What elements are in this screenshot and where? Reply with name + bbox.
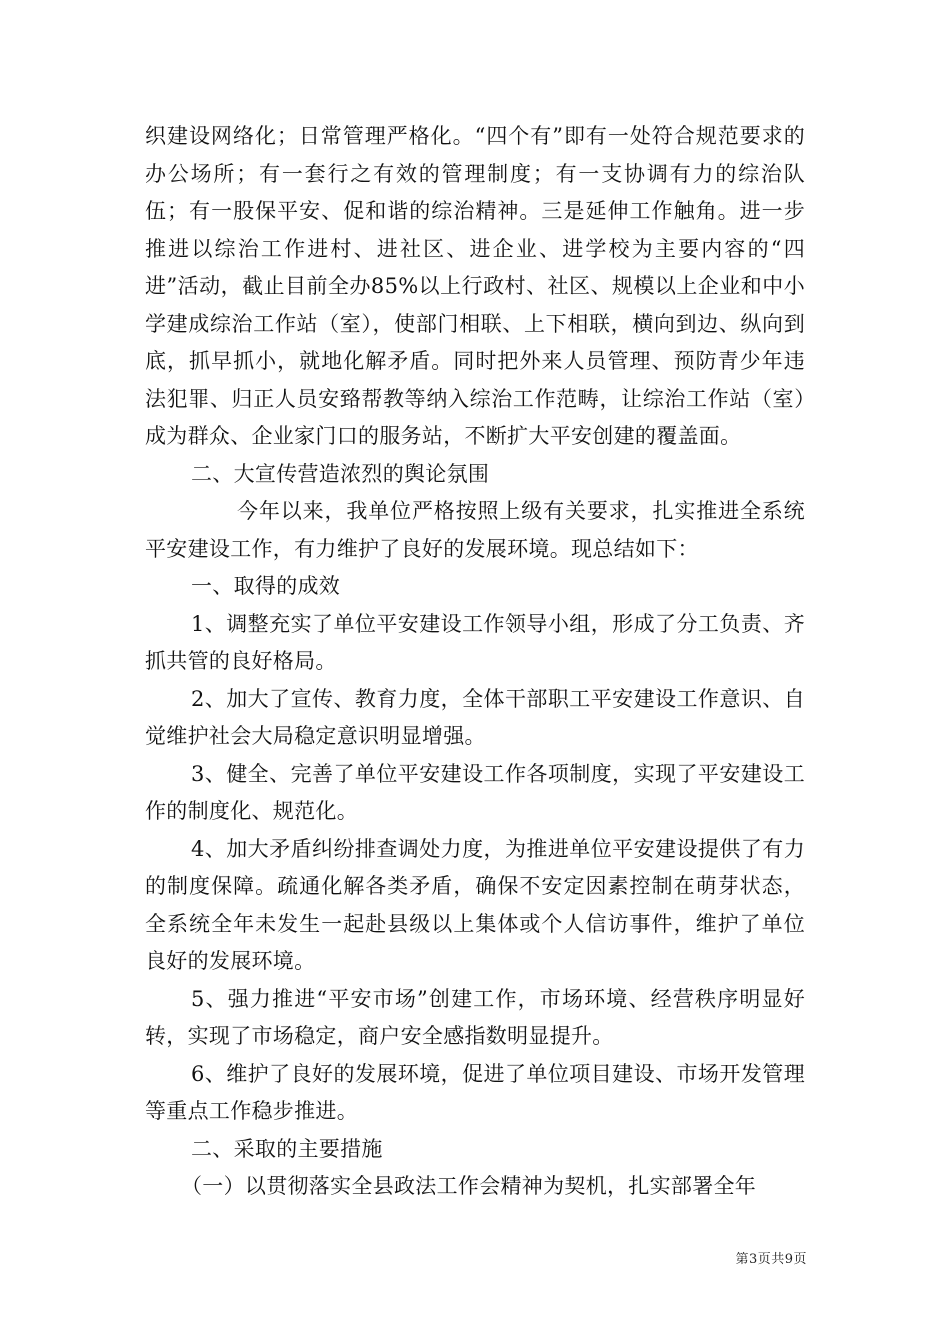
document-body <box>145 118 805 1206</box>
section-heading-measures: 二、采取的主要措施 <box>191 1136 383 1161</box>
list-item-1: 1、调整充实了单位平安建设工作领导小组，形成了分工负责、齐抓共管的良好格局。 <box>145 611 805 673</box>
paragraph-continuation: 织建设网络化；日常管理严格化。“四个有”即有一处符合规范要求的办公场所；有一套行之有效的管理制度；有一支协调有力的综治队伍；有一股保平安、促和谐的综治精神。三是延伸工作触角。进一步推进以综治工作进村、进社区、进企业、进学校为主要内容的“四进”活动，截止目前全办85%以上行政村、社区、规模以上企业和中小学建成综治工作站（室），使部门相联、上下相联，横向到边、纵向到底，抓早抓小，就地化解矛盾。同时把外来人员管理、预防青少年违法犯罪、归正人员安臵帮教等纳入综治工作范畴，让综治工作站（室）成为群众、企业家门口的服务站，不断扩大平安创建的覆盖面。 <box>145 124 805 448</box>
list-item-5: 5、强力推进“平安市场”创建工作，市场环境、经营秩序明显好转，实现了市场稳定，商户安全感指数明显提升。 <box>145 986 805 1048</box>
list-item-3: 3、健全、完善了单位平安建设工作各项制度，实现了平安建设工作的制度化、规范化。 <box>145 761 805 823</box>
paragraph-intro: 今年以来，我单位严格按照上级有关要求，扎实推进全系统平安建设工作，有力维护了良好的发展环境。现总结如下： <box>145 499 805 561</box>
list-item-2: 2、加大了宣传、教育力度，全体干部职工平安建设工作意识、自觉维护社会大局稳定意识明显增强。 <box>145 686 805 748</box>
list-item-6: 6、维护了良好的发展环境，促进了单位项目建设、市场开发管理等重点工作稳步推进。 <box>145 1061 805 1123</box>
list-item-4: 4、加大矛盾纠纷排查调处力度，为推进单位平安建设提供了有力的制度保障。疏通化解各类矛盾，确保不安定因素控制在萌芽状态，全系统全年未发生一起赴县级以上集体或个人信访事件，维护了单位良好的发展环境。 <box>145 836 805 973</box>
section-heading-publicity: 二、大宣传营造浓烈的舆论氛围 <box>191 461 490 486</box>
subsection-1: （一）以贯彻落实全县政法工作会精神为契机，扎实部署全年 <box>181 1174 757 1198</box>
section-heading-achievements: 一、取得的成效 <box>191 574 341 598</box>
page-number: 第3页共9页 <box>735 1252 807 1267</box>
